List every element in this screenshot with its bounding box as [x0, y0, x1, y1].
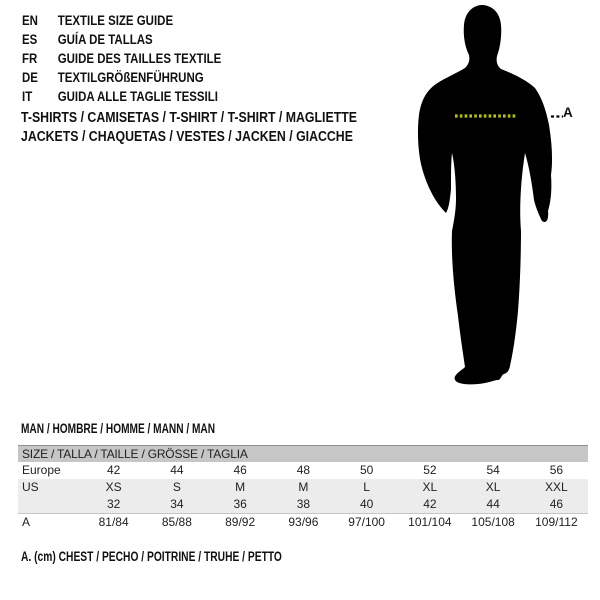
table-cell: 44 — [486, 497, 500, 511]
language-title: GUÍA DE TALLAS — [57, 32, 153, 47]
row-label: US — [22, 480, 39, 494]
table-row-us-numeric — [18, 496, 588, 513]
row-label: Europe — [22, 463, 61, 477]
language-row-en — [22, 11, 221, 30]
table-row-us — [18, 479, 588, 496]
table-cell: 44 — [170, 463, 184, 477]
language-code: IT — [22, 89, 33, 104]
table-cell: M — [298, 480, 309, 494]
man-silhouette-body — [418, 5, 552, 384]
man-silhouette — [405, 3, 580, 403]
language-code: ES — [22, 32, 38, 47]
size-table — [18, 445, 588, 530]
table-cell: 42 — [106, 463, 121, 477]
language-code: DE — [22, 70, 38, 85]
table-cell: L — [363, 480, 370, 494]
table-cell: 85/88 — [161, 515, 192, 529]
table-row-europe — [18, 462, 588, 479]
table-cell: 38 — [296, 497, 311, 511]
table-cell: 54 — [486, 463, 500, 477]
table-cell: 34 — [170, 497, 184, 511]
language-title: TEXTILGRÖßENFÜHRUNG — [57, 70, 204, 85]
table-cell: 97/100 — [348, 515, 385, 529]
language-code: FR — [22, 51, 38, 66]
language-row-it — [22, 87, 221, 106]
table-cell: 52 — [423, 463, 437, 477]
table-cell: 93/96 — [288, 515, 319, 529]
table-cell: 46 — [233, 463, 247, 477]
category-list — [21, 109, 357, 147]
table-cell: 36 — [233, 497, 247, 511]
table-cell: 89/92 — [225, 515, 256, 529]
table-cell: 46 — [549, 497, 564, 511]
table-cell: S — [172, 480, 181, 494]
language-row-fr — [22, 49, 221, 68]
measurement-footnote: A. (cm) CHEST / PECHO / POITRINE / TRUHE / PETTO — [21, 549, 282, 564]
table-cell: 109/112 — [535, 515, 578, 529]
language-list — [22, 11, 221, 106]
section-title-man: MAN / HOMBRE / HOMME / MANN / MAN — [21, 421, 216, 436]
row-label: A — [22, 515, 31, 529]
language-row-de — [22, 68, 221, 87]
language-row-es — [22, 30, 221, 49]
table-cell: M — [235, 480, 246, 494]
language-code: EN — [22, 13, 38, 28]
table-cell: XL — [422, 480, 438, 494]
man-silhouette-figure — [405, 3, 580, 403]
table-cell: 105/108 — [471, 515, 515, 529]
table-cell: 81/84 — [98, 515, 129, 529]
measure-label-a: A — [563, 105, 573, 120]
row-label — [18, 496, 82, 513]
table-cell: 101/104 — [408, 515, 452, 529]
category-line-jackets: JACKETS / CHAQUETAS / VESTES / JACKEN / GIACCHE — [21, 129, 353, 145]
table-cell: 56 — [549, 463, 564, 477]
table-cell: 40 — [359, 497, 374, 511]
table-cell: XXL — [545, 480, 568, 494]
category-line-tshirts: T-SHIRTS / CAMISETAS / T-SHIRT / T-SHIRT / MAGLIETTE — [21, 110, 357, 126]
language-title: GUIDA ALLE TAGLIE TESSILI — [57, 89, 218, 104]
table-row-chest-a — [18, 513, 588, 530]
table-cell: 48 — [296, 463, 311, 477]
table-cell: 32 — [106, 497, 121, 511]
table-cell: 50 — [359, 463, 374, 477]
table-cell: 42 — [423, 497, 437, 511]
language-title: GUIDE DES TAILLES TEXTILE — [57, 51, 222, 66]
table-cell: XL — [485, 480, 501, 494]
size-table-header: SIZE / TALLA / TAILLE / GRÖSSE / TAGLIA — [18, 445, 588, 462]
language-title: TEXTILE SIZE GUIDE — [57, 13, 174, 28]
table-cell: XS — [105, 480, 122, 494]
